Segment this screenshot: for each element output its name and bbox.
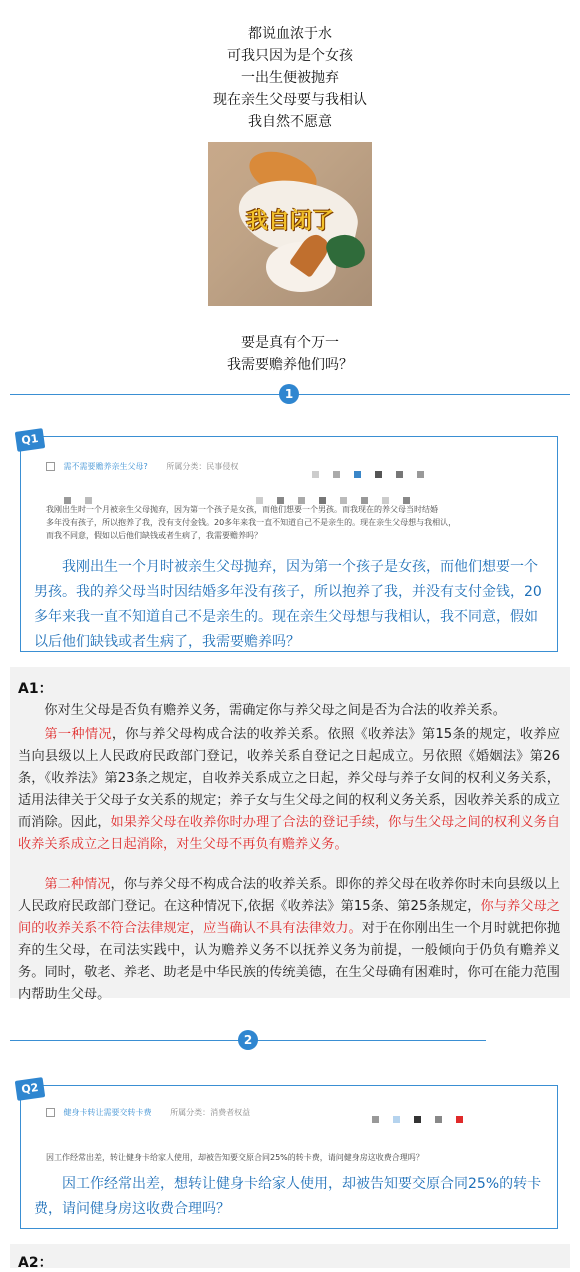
poem-line: 都说血浓于水 (248, 26, 332, 42)
poem-line: 我自然不愿意 (248, 114, 332, 130)
question-text: 因工作经常出差，想转让健身卡给家人使用，却被告知要交原合同25%的转卡费，请问健身房这收费合理吗？ (34, 1176, 542, 1217)
thumb-body-line: 我刚出生时一个月被亲生父母抛弃，因为第一个孩子是女孩，而他们想要一个男孩。而我现在的养父母当时结婚 (46, 505, 438, 514)
question-text: 我刚出生一个月时被亲生父母抛弃，因为第一个孩子是女孩，而他们想要一个男孩。我的养父母当时因结婚多年没有孩子，所以抱养了我，并没有支付金钱，20多年来我一直不知道自己不是亲生的。现在亲生父母想与我相认，我不同意，假如以后他们缺钱或者生病了，我需要赡养吗？ (34, 559, 542, 650)
answer-card-2 (10, 1244, 570, 1268)
thumb-body (46, 503, 546, 542)
question-thumbnail-header (46, 461, 238, 472)
highlight-text: 如果养父母在收养你时办理了合法的登记手续，你与生父母之间的权利义务自收养关系成立之日起消除，对生父母不再负有赡养义务。 (18, 815, 561, 852)
thumb-title: 需不需要赡养亲生父母? (63, 462, 148, 471)
highlight-text: 第一种情况 (44, 727, 112, 742)
answer-paragraph: 你对生父母是否负有赡养义务，需确定你与养父母之间是否为合法的收养关系。 (44, 703, 506, 718)
highlight-text: 你与养父母之间的收养关系不符合法律规定，应当确认不具有法律效力。 (18, 899, 560, 936)
checkbox-icon (46, 462, 55, 471)
section-number-badge: 1 (279, 384, 299, 404)
poem-line: 我需要赡养他们吗？ (227, 357, 353, 373)
question-thumbnail-header (46, 1107, 250, 1118)
answer-label: A1： (18, 681, 53, 697)
thumb-category: 所属分类：消费者权益 (170, 1108, 251, 1117)
thumb-category: 所属分类：民事侵权 (166, 462, 239, 471)
thumb-title: 健身卡转让需要交转卡费 (63, 1108, 152, 1117)
poem-line: 要是真有个万一 (241, 335, 339, 351)
intro-question (0, 332, 580, 376)
paragraph-text: 对于在你刚出生一个月时就把你抛弃的生父母，在司法实践中，认为赡养义务不以抚养义务为前提，一般倾向于仍负有赡养义务。同时，敬老、养老、助老是中华民族的传统美德，在生父母确有困难时，你可在能力范围内帮助生父母。 (18, 921, 561, 1002)
checkbox-icon (46, 1108, 55, 1117)
meme-caption: 我自闭了 (245, 209, 334, 234)
section-number-badge: 2 (238, 1030, 258, 1050)
answer-label: A2： (18, 1255, 53, 1271)
highlight-text: 第二种情况 (44, 877, 111, 892)
thumb-body-line: 多年没有孩子，所以抱养了我，没有支付金钱。20多年来我一直不知道自己不是亲生的。现在亲生父母想与我相认， (46, 518, 457, 527)
question-tag: Q2 (15, 1077, 46, 1101)
thumb-body-line: 而我不同意，假如以后他们缺钱或者生病了，我需要赡养吗？ (46, 531, 262, 540)
question-tag: Q1 (15, 428, 46, 452)
poem-line: 可我只因为是个女孩 (227, 48, 353, 64)
poem-line: 现在亲生父母要与我相认 (213, 92, 367, 108)
answer-paragraph (18, 874, 560, 1006)
paragraph-text: ，你与养父母构成合法的收养关系。依照《收养法》第15条的规定，收养应当向县级以上人民政府民政部门登记，收养关系自登记之日起成立。另依照《婚姻法》第26条，《收养法》第23条之规定，自收养关系成立之日起，养父母与养子女间的权利义务关系，适用法律关于父母子女关系的规定；养子女与生父母之间的权利义务关系，因收养关系的成立而消除。因此， (18, 727, 561, 830)
thumb-body: 因工作经常出差，转让健身卡给家人使用，却被告知要交原合同25%的转卡费，请问健身房这收费合理吗？ (46, 1153, 424, 1162)
answer-paragraph (18, 724, 560, 856)
intro-poem (0, 23, 580, 133)
dog-meme-image (208, 142, 372, 306)
poem-line: 一出生便被抛弃 (241, 70, 339, 86)
blurred-pixels (312, 463, 438, 482)
blurred-pixels (372, 1108, 477, 1127)
paragraph-text: ，你与养父母不构成合法的收养关系。即你的养父母在收养你时未向县级以上人民政府民政部门登记。在这种情况下,依据《收养法》第15条、第25条规定， (18, 877, 560, 914)
